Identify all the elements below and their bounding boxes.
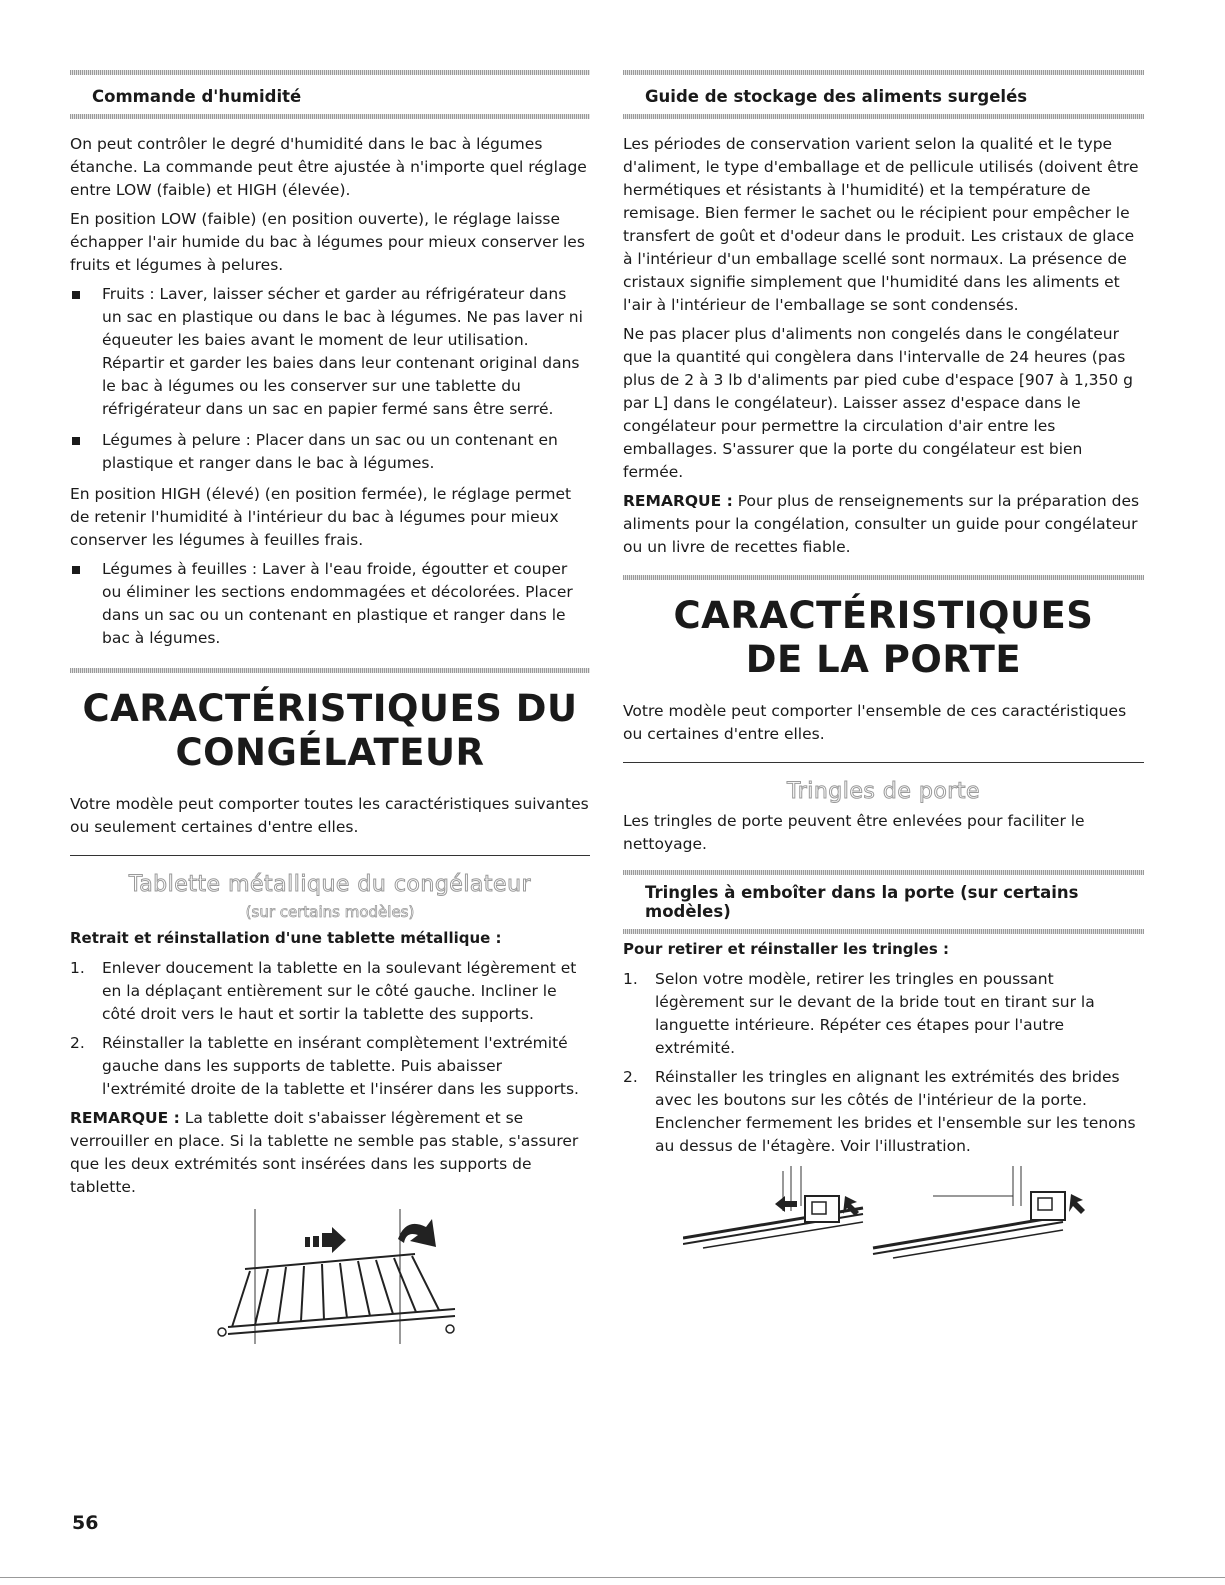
list-item: Légumes à feuilles : Laver à l'eau froide, égoutter et couper ou éliminer les sections endommagées et décolorées. Placer dans un sac ou un contenant en plastique et ranger dans le bac à légumes. (70, 558, 590, 650)
freezer-shelf-illustration (210, 1209, 510, 1359)
note-label: REMARQUE : (623, 492, 733, 510)
step-number: 1. (623, 970, 638, 988)
section-divider (623, 762, 1144, 763)
section-divider (70, 668, 590, 673)
frozen-food-heading: Guide de stockage des aliments surgelés (645, 87, 1028, 106)
step-number: 2. (70, 1034, 85, 1052)
title-line: CARACTÉRISTIQUES DU (82, 687, 578, 730)
paragraph: En position HIGH (élevé) (en position fermée), le réglage permet de retenir l'humidité à l'intérieur du bac à légumes pour mieux conserver les légumes à feuilles frais. (70, 485, 572, 549)
list-item: Fruits : Laver, laisser sécher et garder au réfrigérateur dans un sac en plastique ou dans le bac à légumes. Ne pas laver ni équeuter les baies avant le moment de leur utilisation. Répartir et garder les baies dans leur contenant original dans le bac à légumes ou les conserver sur une tablette du réfrigérateur dans un sac en papier fermé sans être serré. (70, 283, 590, 421)
step-text: Réinstaller la tablette en insérant complètement l'extrémité gauche dans les supports de tablette. Puis abaisser l'extrémité droite de la tablette et l'insérer dans les supports. (102, 1034, 579, 1098)
step-text: Réinstaller les tringles en alignant les extrémités des brides avec les boutons sur les côtés de l'intérieur de la porte. Enclencher fermement les brides et l'ensemble sur les tenons au dessus de l'étagère. Voir l'illustration. (655, 1068, 1136, 1155)
list-item (70, 1032, 590, 1101)
note (70, 1107, 590, 1199)
door-rails-section-title: Tringles de porte (787, 779, 980, 804)
door-rails-illustration (683, 1166, 1103, 1266)
bullet-list (70, 558, 590, 650)
freezer-title (70, 687, 590, 775)
paragraph: On peut contrôler le degré d'humidité dans le bac à légumes étanche. La commande peut être ajustée à n'importe quel réglage entre LOW (faible) et HIGH (élevée). (70, 135, 587, 199)
title-line: CARACTÉRISTIQUES (673, 594, 1094, 637)
note-label: REMARQUE : (70, 1109, 180, 1127)
door-rails-lead: Pour retirer et réinstaller les tringles : (623, 940, 949, 958)
section-divider (623, 929, 1144, 934)
note-text: La tablette doit s'abaisser légèrement et se verrouiller en place. Si la tablette ne semble pas stable, s'assurer que les deux extrémités sont insérées dans les supports de tablette. (70, 1109, 579, 1196)
humidity-heading: Commande d'humidité (92, 87, 302, 106)
list-item (70, 957, 590, 1026)
step-text: Selon votre modèle, retirer les tringles en poussant légèrement sur le devant de la bride tout en tirant sur la languette intérieure. Répéter ces étapes pour l'autre extrémité. (655, 970, 1095, 1057)
numbered-list (70, 957, 590, 1101)
step-number: 2. (623, 1068, 638, 1086)
list-item (623, 1066, 1144, 1158)
paragraph: Les tringles de porte peuvent être enlevées pour faciliter le nettoyage. (623, 812, 1085, 853)
step-number: 1. (70, 959, 85, 977)
list-item: Légumes à pelure : Placer dans un sac ou un contenant en plastique et ranger dans le bac à légumes. (70, 429, 590, 475)
shelf-section-subtitle: (sur certains modèles) (245, 903, 415, 921)
note-text: Pour plus de renseignements sur la préparation des aliments pour la congélation, consulter un guide pour congélateur ou un livre de recettes fiable. (623, 492, 1140, 556)
section-divider (623, 575, 1144, 580)
step-text: Enlever doucement la tablette en la soulevant légèrement et en la déplaçant entièrement sur le côté gauche. Incliner le côté droit vers le haut et sortir la tablette des supports. (102, 959, 577, 1023)
list-item (623, 968, 1144, 1060)
paragraph: En position LOW (faible) (en position ouverte), le réglage laisse échapper l'air humide du bac à légumes pour mieux conserver les fruits et légumes à pelures. (70, 210, 585, 274)
door-title (623, 594, 1144, 682)
title-line: CONGÉLATEUR (175, 731, 485, 774)
paragraph: Votre modèle peut comporter l'ensemble de ces caractéristiques ou certaines d'entre elles. (623, 702, 1127, 743)
section-divider (70, 855, 590, 856)
bullet-list (70, 283, 590, 475)
door-rails-subheading: Tringles à emboîter dans la porte (sur certains modèles) (645, 883, 1079, 921)
left-column (70, 70, 590, 1359)
paragraph: Ne pas placer plus d'aliments non congelés dans le congélateur que la quantité qui congèlera dans l'intervalle de 24 heures (pas plus de 2 à 3 lb d'aliments par pied cube d'espace [907 à 1,350 g par L] dans le congélateur). Laisser assez d'espace dans le congélateur pour permettre la circulation d'air entre les emballages. S'assurer que la porte du congélateur est bien fermée. (623, 325, 1133, 481)
right-column (623, 70, 1144, 1266)
title-line: DE LA PORTE (745, 638, 1022, 681)
shelf-section-title: Tablette métallique du congélateur (128, 872, 532, 897)
numbered-list (623, 968, 1144, 1158)
paragraph: Les périodes de conservation varient selon la qualité et le type d'aliment, le type d'emballage et de pellicule utilisés (doivent être hermétiques et résistants à l'humidité) et la température de remisage. Bien fermer le sachet ou le récipient pour empêcher le transfert de goût et d'odeur dans le produit. Les cristaux de glace à l'intérieur d'un emballage scellé sont normaux. La présence de cristaux signifie simplement que l'humidité dans les aliments et l'air à l'intérieur de l'emballage se sont condensés. (623, 135, 1139, 314)
shelf-lead: Retrait et réinstallation d'une tablette métallique : (70, 929, 502, 947)
note (623, 490, 1144, 559)
paragraph: Votre modèle peut comporter toutes les caractéristiques suivantes ou seulement certaines d'entre elles. (70, 795, 589, 836)
page-number: 56 (72, 1512, 99, 1534)
page-bottom-edge (0, 1577, 1225, 1578)
